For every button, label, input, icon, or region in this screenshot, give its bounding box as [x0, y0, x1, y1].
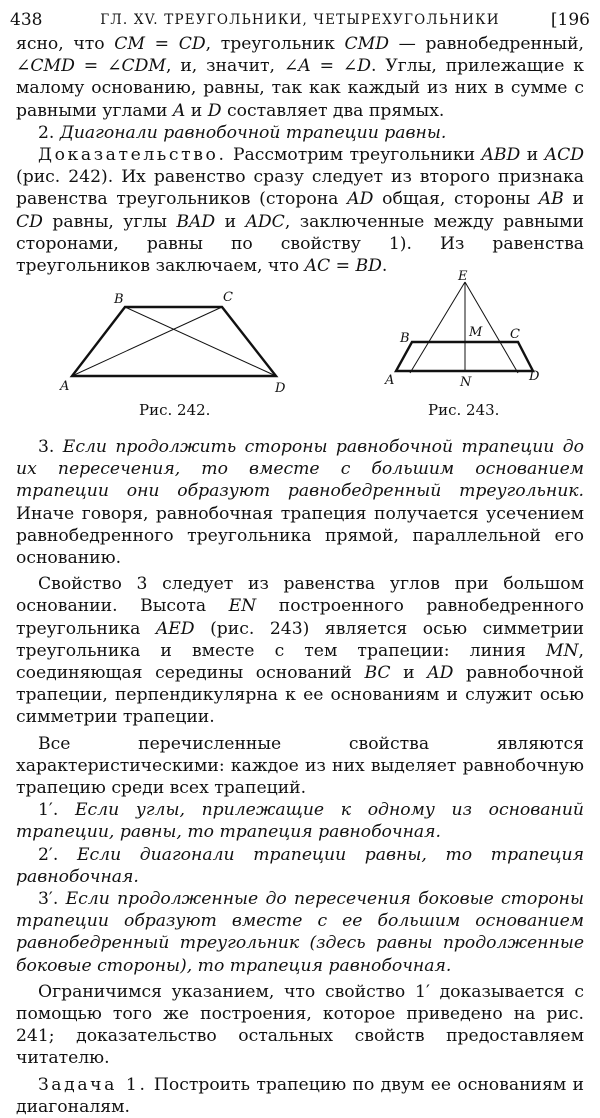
figures-row: [0, 270, 600, 430]
section-marker: [196: [550, 10, 590, 30]
text-run: составляет два прямых.: [221, 100, 445, 121]
text-run: 3.: [38, 437, 63, 457]
converse-1: [16, 799, 584, 843]
text-run: Свойство 3 следует из равенства углов при большом основании. Высота: [16, 574, 584, 617]
italic-run: Диагонали равнобочной трапеции равны.: [59, 122, 447, 143]
closing-paragraph: [16, 981, 584, 1070]
spaced-run: Задача 1.: [38, 1074, 148, 1095]
italic-run: ADC: [245, 211, 285, 232]
figure-242-diagram: [0, 270, 600, 430]
text-run: =: [330, 256, 356, 277]
text-run: равны, углы: [42, 211, 177, 232]
text-run: построенного равнобедренного треугольника: [16, 596, 584, 639]
label-b-243: B: [400, 331, 410, 346]
text-run: =: [145, 34, 179, 54]
running-title: ГЛ. XV. ТРЕУГОЛЬНИКИ, ЧЕТЫРЕХУГОЛЬНИКИ: [100, 12, 500, 28]
text-run: 3′.: [38, 889, 66, 910]
text-run: и: [520, 145, 545, 166]
property-2-proof: [16, 144, 584, 277]
label-d-243: D: [529, 369, 540, 384]
label-a-242: A: [60, 379, 70, 394]
caption-243: Рис. 243.: [428, 401, 500, 419]
italic-run: Если продолженные до пересечения боковые стороны трапеции образуют вместе с ее большим основанием равнобедренный треугольник (здесь равны продолженные боковые стороны), то трапеция равнобочная.: [16, 889, 585, 976]
text-run: Рассмотрим треугольники: [226, 145, 482, 166]
italic-run: CD: [178, 34, 206, 54]
text-run: и: [215, 211, 246, 232]
label-b-242: B: [114, 292, 124, 307]
italic-run: AB: [538, 189, 564, 210]
italic-run: Если углы, прилежащие к одному из оснований трапеции, равны, то трапеция равнобочная.: [16, 800, 584, 843]
text-run: Иначе говоря, равнобочная трапеция получается усечением равнобедренного треугольника прямой, параллельной его основанию.: [16, 503, 584, 569]
label-m-243: M: [469, 325, 483, 340]
italic-run: AD: [347, 189, 374, 210]
converse-2: [16, 844, 584, 888]
text-run: и: [185, 100, 208, 121]
text-run: , треугольник: [205, 34, 345, 54]
paragraph-congruence-end: [16, 33, 584, 122]
property-3-statement: [16, 436, 584, 569]
text-run: — равнобедренный,: [389, 34, 585, 54]
italic-run: ∠A: [283, 56, 311, 77]
text-run: .: [381, 256, 388, 277]
label-d-242: D: [275, 381, 286, 396]
page-header: [10, 8, 590, 32]
text-run: Все перечисленные свойства являются характеристическими: каждое из них выделяет равнобочную трапецию среди всех трапеций.: [16, 733, 584, 799]
italic-run: AED: [155, 618, 195, 639]
characteristic-note: [16, 733, 584, 800]
text-run: , соединяющая середины оснований: [16, 640, 584, 684]
text-block-bottom: [16, 436, 584, 1118]
text-run: 2′.: [38, 844, 77, 865]
text-run: , заключенные между равными сторонами, равны по свойству 1). Из равенства треугольников заключаем, что: [16, 211, 584, 277]
text-run: Построить трапецию по двум ее основаниям и диагоналям.: [16, 1074, 584, 1117]
italic-run: AC: [304, 256, 331, 277]
text-run: (рис. 242). Их равенство сразу следует из второго признака равенства треугольников (сторона: [16, 167, 584, 210]
page-number: 438: [10, 10, 43, 30]
label-c-243: C: [510, 327, 520, 342]
text-run: и: [563, 189, 585, 210]
italic-run: MN: [545, 640, 579, 661]
property-2-statement: [16, 122, 584, 144]
text-run: (рис. 243) является осью симметрии треугольника и вместе с тем трапеции: линия: [16, 618, 584, 661]
italic-run: D: [207, 100, 222, 121]
trapezoid-242: [72, 307, 276, 376]
label-c-242: C: [223, 290, 233, 305]
label-n-243: N: [460, 375, 472, 390]
property-3-proof: [16, 573, 584, 728]
text-run: 2.: [38, 122, 60, 143]
text-run: , и, значит,: [166, 56, 284, 77]
italic-run: CD: [16, 211, 43, 232]
text-run: =: [74, 56, 108, 77]
italic-run: ∠CMD: [16, 56, 75, 77]
converse-3: [16, 888, 584, 977]
text-run: =: [310, 56, 343, 77]
italic-run: Если продолжить стороны равнобочной трапеции до их пересечения, то вместе с большим основанием трапеции они образуют равнобедренный треугольник.: [16, 437, 584, 502]
caption-242: Рис. 242.: [139, 401, 211, 419]
italic-run: Если диагонали трапеции равны, то трапеция равнобочная.: [16, 844, 584, 887]
italic-run: EN: [228, 596, 257, 617]
task-1: [16, 1074, 584, 1118]
text-run: ясно, что: [16, 34, 115, 54]
italic-run: ∠CDM: [107, 56, 167, 77]
text-run: общая, стороны: [373, 189, 539, 210]
text-run: Ограничимся указанием, что свойство 1′ доказывается с помощью того же построения, которое приведено на рис. 241; доказательство остальных свойств предоставляем читателю.: [16, 981, 584, 1069]
italic-run: BD: [355, 256, 382, 277]
italic-run: ACD: [544, 145, 584, 166]
text-run: 1′.: [38, 800, 75, 821]
text-run: равнобочной трапеции, перпендикулярна к ее основаниям и служит осью симметрии трапеции.: [16, 663, 584, 728]
italic-run: A: [172, 100, 186, 121]
italic-run: CMD: [344, 34, 390, 54]
text-block-top: [16, 33, 584, 277]
italic-run: ABD: [481, 145, 521, 166]
spaced-run: Доказательство.: [38, 145, 227, 166]
italic-run: BAD: [176, 211, 216, 232]
text-run: . Углы, прилежащие к малому основанию, равны, так как каждый из них в сумме с равными углами: [16, 56, 584, 121]
text-run: и: [390, 663, 428, 684]
label-e-243: E: [458, 269, 468, 284]
italic-run: BC: [364, 663, 391, 684]
italic-run: ∠D: [342, 56, 372, 77]
label-a-243: A: [385, 373, 395, 388]
side-eb: [410, 282, 465, 373]
italic-run: CM: [114, 34, 145, 54]
italic-run: AD: [427, 663, 454, 684]
